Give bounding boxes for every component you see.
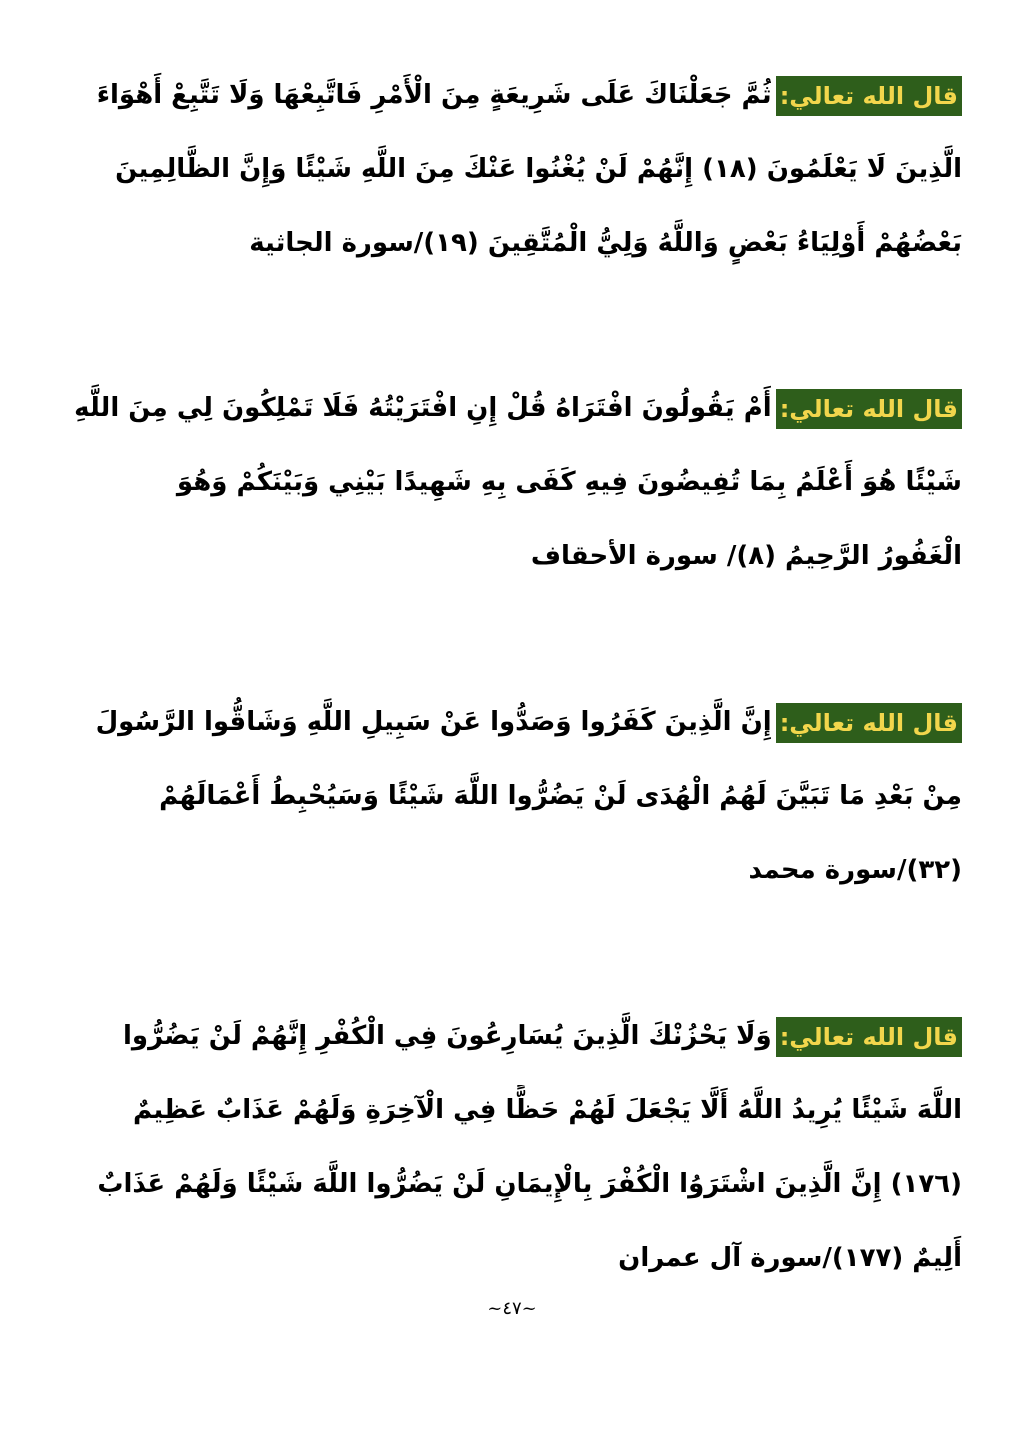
verse-text: وَلَا يَحْزُنْكَ الَّذِينَ يُسَارِعُونَ فِي الْكُفْرِ إِنَّهُمْ لَنْ يَضُرُّوا [123, 1021, 772, 1051]
verse-text: إِنَّ الَّذِينَ كَفَرُوا وَصَدُّوا عَنْ سَبِيلِ اللَّهِ وَشَاقُّوا الرَّسُولَ [95, 707, 772, 737]
passage-2 [62, 383, 962, 605]
passage-label: قال الله تعالي: [776, 389, 962, 429]
verse-text: (١٧٦) إِنَّ الَّذِينَ اشْتَرَوُا الْكُفْرَ بِالْإِيمَانِ لَنْ يَضُرُّوا اللَّهَ شَيْئًا وَلَهُمْ عَذَابٌ [97, 1169, 962, 1199]
passage-1 [62, 70, 962, 292]
passage-label: قال الله تعالي: [776, 703, 962, 743]
verse-text: أَلِيمٌ (١٧٧)/سورة آل عمران [618, 1243, 962, 1273]
passage-line [62, 697, 962, 771]
verse-text: ثُمَّ جَعَلْنَاكَ عَلَى شَرِيعَةٍ مِنَ الْأَمْرِ فَاتَّبِعْهَا وَلَا تَتَّبِعْ أَهْوَاءَ [96, 80, 772, 110]
verse-text: اللَّهَ شَيْئًا يُرِيدُ اللَّهُ أَلَّا يَجْعَلَ لَهُمْ حَظًّا فِي الْآخِرَةِ وَلَهُمْ عَذَابٌ عَظِيمٌ [132, 1095, 962, 1125]
passage-line [62, 457, 962, 531]
passage-line [62, 144, 962, 218]
verse-text: مِنْ بَعْدِ مَا تَبَيَّنَ لَهُمُ الْهُدَى لَنْ يَضُرُّوا اللَّهَ شَيْئًا وَسَيُحْبِطُ أَعْمَالَهُمْ [159, 781, 962, 811]
passage-label: قال الله تعالي: [776, 1017, 962, 1057]
passage-line [62, 1159, 962, 1233]
passage-line [62, 1233, 962, 1307]
passage-line [62, 383, 962, 457]
passage-line [62, 531, 962, 605]
passage-line [62, 1011, 962, 1085]
passage-line [62, 771, 962, 845]
passage-line [62, 70, 962, 144]
passage-3 [62, 697, 962, 919]
passage-line [62, 1085, 962, 1159]
passage-4 [62, 1011, 962, 1307]
verse-text: الَّذِينَ لَا يَعْلَمُونَ (١٨) إِنَّهُمْ لَنْ يُغْنُوا عَنْكَ مِنَ اللَّهِ شَيْئًا وَإِنَّ الظَّالِمِينَ [115, 154, 962, 184]
verse-text: أَمْ يَقُولُونَ افْتَرَاهُ قُلْ إِنِ افْتَرَيْتُهُ فَلَا تَمْلِكُونَ لِي مِنَ اللَّهِ [74, 393, 772, 423]
verse-text: (٣٢)/سورة محمد [748, 855, 962, 885]
passage-label: قال الله تعالي: [776, 76, 962, 116]
verse-text: بَعْضُهُمْ أَوْلِيَاءُ بَعْضٍ وَاللَّهُ وَلِيُّ الْمُتَّقِينَ (١٩)/سورة الجاثية [249, 228, 962, 258]
passage-line [62, 218, 962, 292]
page-number: ~٤٧~ [487, 1298, 537, 1319]
verse-text: شَيْئًا هُوَ أَعْلَمُ بِمَا تُفِيضُونَ فِيهِ كَفَى بِهِ شَهِيدًا بَيْنِي وَبَيْنَكُمْ وَهُوَ [176, 467, 962, 497]
verse-text: الْغَفُورُ الرَّحِيمُ (٨)/ سورة الأحقاف [530, 541, 962, 571]
passage-line [62, 845, 962, 919]
